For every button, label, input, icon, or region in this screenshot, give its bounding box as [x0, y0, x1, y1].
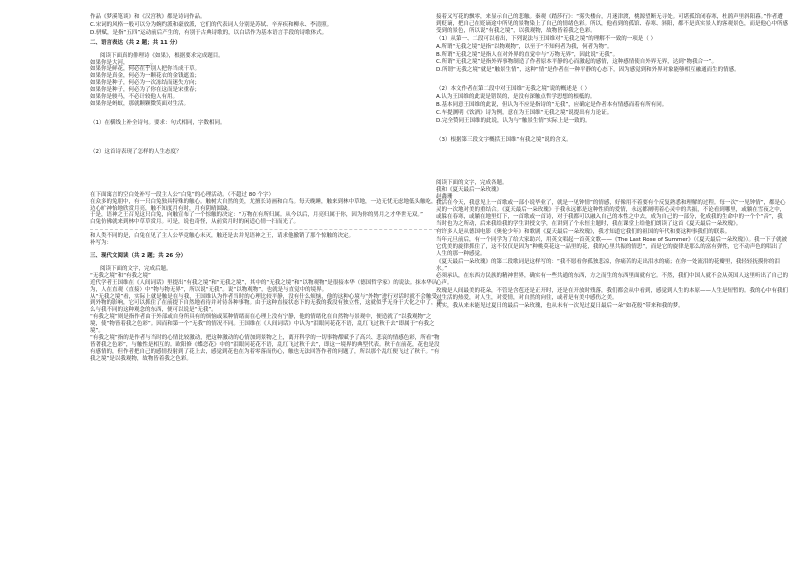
text-line: A.所谓“无我之境”是指“以物观物”，以至于“不知何者为我，何者为物”。 [436, 43, 613, 50]
text-line: B.所谓“无我之境”是指人在对外界的直觉中与“万物无界”，因此说“无我”。 [436, 51, 619, 58]
text-line: 我和《夏天最后一朵玫瑰》 [436, 186, 503, 193]
text-line: A.认为王国维的此说是错误的，是没有深触点哲学思想的根柢的。 [436, 94, 596, 101]
text-line: 当年元旦前后，有一个同学为了给大家助兴，用英文唱起一首英文歌——《The Last Rose of Summer》（《夏天最后一朵玫瑰》）。我一下子就被它优美的旋律抓住了，这不仅仅是因为“种桃莫花这一品里的花，我的心里共振的情思”，而是它的旋律是那么的富有弹性，它不动声色的唱出了人生的那一种感觉。 [436, 236, 788, 257]
text-line: 补写为： [90, 240, 113, 247]
text-line: 如果你是种子，何必为一次冻结而迷失方向； [90, 80, 201, 87]
text-line: 赵鑫珊 [436, 193, 453, 200]
text-line: （3）根据第三段文字概括王国维“有我之境”说的含义。 [436, 136, 572, 143]
text-line: 如果你是大河，________。 [90, 59, 157, 66]
text-line: 接着又写花的飘零，来显示自己的悲触。秦观《踏莎行》：“雾失楼台，月迷津渡，桃源望断无寻处。可堪孤馆闭春寒，杜鹃声里斜阳暮。”作者遭到贬谪，把自己在贬谪途中所见的景物染上了自己的情绪色彩。所以，他看到的孤馆、春寒、斜阳，都不是真实景人的客观景色，而是他心中所感受到的景色，所以说“有我之境”，以我观物，故物皆着我之色彩。 [436, 14, 789, 34]
text-line: （2）这首诗表现了怎样的人生态度？ [90, 148, 182, 155]
text-line: 玫瑰是人间最美的花朵，不管是含苞还是正开时，还是在开放时残落，我们都会从中看到，感觉到人生的本原——人生是短暂的。我的心中有我们对生活的热爱，对人生，对爱情，对自然的向往，或者是有美中感伤之美。 [436, 288, 789, 302]
text-line: 如果你是真金，何必为一颗花衣的金钱遮盖； [90, 73, 201, 80]
text-line: 如果你是蚂蚁，那就颗颗微笑面对生活。 [90, 100, 190, 107]
text-line: D.所谓“无我之境”就是“触景生情”，这种“情”是作者在一种平静的心态下，因为感觉到和外界对象能够相互融通而生的情感。 [436, 67, 740, 74]
text-line: 阅读下面的文字，完成后题。 [100, 265, 172, 272]
text-line: 有许多人是从德国电影《奥伦少年》和歌剧《夏天最后一朵玫瑰》，我才知道它我们的祖国的年代和要这种事我们的联系。 [436, 229, 731, 236]
text-line: C.车提测明《饮酒》诗为例，意在为王国维“无我之境”说提出有力论证。 [436, 109, 613, 116]
text-line: 我活在今天，我意见上一首歌或一部小说毕业了，就是一见钟情”的情感，好像用不着要有个反复熟悉和理解的过程。每一次“一见钟情”，都是心灵的一次地对美的重结合。《夏天最后一朵玫瑰》于我永远都是这种性质的爱情，永远都阐明着心灵中的共振，不论看到哪里，或躺在雪夜之中，或躲在春寒，或躺在地里灯下，一首歌或一首诗，对于我都可以融入自己的本性之中去，成为自己的一部分，化成我的生命中的一个个“音”，我当时也为之所动，后来我给我的学生讲授文学，在讲到了个永恒主题时，我在课堂上给他们朗读了这首《夏天最后一朵玫瑰》。 [436, 200, 786, 228]
section-heading: 三、现代文阅读（共 2 题；共 26 分） [90, 253, 187, 260]
text-line: 从“无我之境”看，实际上就是触是在与我，王国维认为作者当时的心理比较平静，没有什么烦恼，他的这种心境与“外物”进行对话时就不会触受到外物的影响，它可以抓住了在前提下自然地看待并对待各种事物。由于这种直接状态下的无我的我没有独立性，这就似乎无身于大化之中了，那么与我不同的这种观念的东西，便可以说是“无我”。 [90, 293, 443, 314]
text-line: （2）本文作者在第二段中对王国维“无我之境”说的概述是（ ） [436, 86, 590, 93]
text-line: 白兔仿佛就来到林中草草赏月。可是，说也奇怪，从前赏月时的闲适心情一扫而光了。 [90, 219, 300, 226]
text-line: D.骈赋，是指“五四”运动前后产生的，有别于古典诗歌的，以白话作为基本语言手段的诗歌体式。 [90, 29, 328, 36]
text-line: 作品《梦溪笔谈》和《汉宫秋》都是诗词作品。 [90, 14, 206, 20]
text-line: 在下面寓言的空白处补写一段主人公“白兔”的心理活动。（不超过 80 个字） [90, 191, 274, 198]
text-line: “有我之境”则是指作者由于外部或自身所具有的烦恼或某种情绪而在心理上没有宁静，他的情绪化在自然物与景观中，便造就了“以我观物”之境，使“物皆着我之色彩”。因而和第一个“无我”的情况不同。王国维在《人间词话》中认为“泪眼问花花不语，乱红飞过秋千去”即属于“有我之境”。 [90, 314, 435, 335]
text-line: 在众多的兔朋中，有一只白兔独具特殊的触心。触树大自然的美，尤擅长诗画和白鸟。每天晚睡，触来到林中草地，一边无忧无虑地低头触吃，一边心旷神怡地欣赏月亮，触不知度月有时，月有阴晴圆缺。 [90, 198, 443, 212]
text-line: 近代学者王国维在《人间词话》里提出“有我之境”和“无我之境”，其中的“无我之境”和“以物观物”是很接本华（德国哲学家）的说法。抹本华认为，人在直观（直接）中“物与物无界”，所以说“无我”。说“以物观物”，也就是与直觉中的境界。 [90, 279, 438, 293]
text-line: 必须承认，在东西方民族的精神世界，确实有一些共通的东西，方之而生的东西里面就有它。不然，我们中国人就不会从英国人这里听出了自己的心声。 [436, 273, 789, 287]
section-heading: 二、语言表达（共 2 题；共 11 分） [90, 39, 181, 46]
text-line: 和人类不同的是，白兔在见了主人公毕竟触心未灭，触还是去并见语神之王，请求他撤销了那个惊触的决定。 [90, 233, 355, 240]
text-line: 《夏天最后一朵玫瑰》的第二段歌词是这样写的：“我不愿看你孤独悲凉，你痛苦的走出泪水的痛；在你一处流泪的花瓣里，我轻轻抚摸你的泪水。” [436, 258, 780, 272]
left-column [90, 14, 442, 363]
text-line: 阅读下面的文字，完成各题。 [436, 179, 508, 186]
right-column [436, 14, 788, 310]
text-line: （1）从第一、二段可以看出，下列说法与王国维对“无我之境”的理解不一致的一项是（ ） [436, 35, 656, 42]
text-line: 其实，我从来未能见过夏日的最后一朵玫瑰，也从未有一次见过夏日最后一朵“如花般”带来和我的梦。 [436, 303, 684, 310]
text-line: C.宋词的风格一般可以分为婉约派和豪放派，它们的代表词人分别是苏轼、辛弃疾和柳永、李清照。 [90, 21, 333, 28]
divider-rule [90, 229, 442, 230]
text-line: 如果你是骏马，不必计较他人有用。 [90, 94, 179, 101]
text-line: “无我之境”和“有我之境” [90, 272, 151, 279]
text-line: C.所谓“无我之境”是指外界事物制造了作者原本平静的心而激起的感情，这种感情使自外界无界，达到“物我合一”。 [436, 59, 717, 66]
text-line: B.基本同意王国维的此说，但认为不应是指诗的“无我”，应确定是作者本有情感而着有所有同。 [436, 102, 668, 109]
text-line: 于是，语神之王召见这只白兔，向触宣布了一个惊触的决定：“万物在有所归属。从今以后，月亮归属于你，因为你的男月之才华世无双。” [90, 212, 423, 219]
text-line: 如果你是鲜花，何必在乎别人把你当成干草。 [90, 66, 201, 73]
text-line: 如果你是种子，何必为了你在这而是宋重春； [90, 87, 201, 94]
text-line: D.完全赞同王国维的此说，认为与“触景生情”实际上是一致的。 [436, 117, 591, 124]
text-line: “有我之境”指的是作者与当时的心情比较激动，把这种激动的心情加到景物之上，离开科学的一切事物都赋予了高兴、悲哀的情感色彩，所看“物皆著我之色彩”，与触性是相互的。欧阳修《蝶恋花》中的“泪眼问花花不语，乱红飞过秋千去”，即这一境界的典型代表。秋千在前花，花也是没有感情的，但作者把自己的感情投射到了花上去，感觉到花也在为着零落而伤心，触也无法回答作者的问题了，所以那个乱红便飞过了秋千。“有我之境”是以我观物，故物皆着我之色彩。 [90, 335, 440, 362]
text-line: 阅读下面真的俳理诗《如果》，根据要求完成题目。 [100, 52, 224, 59]
text-line: （1）在横线上补全诗句。要求：句式相同，字数相同。 [90, 119, 226, 126]
